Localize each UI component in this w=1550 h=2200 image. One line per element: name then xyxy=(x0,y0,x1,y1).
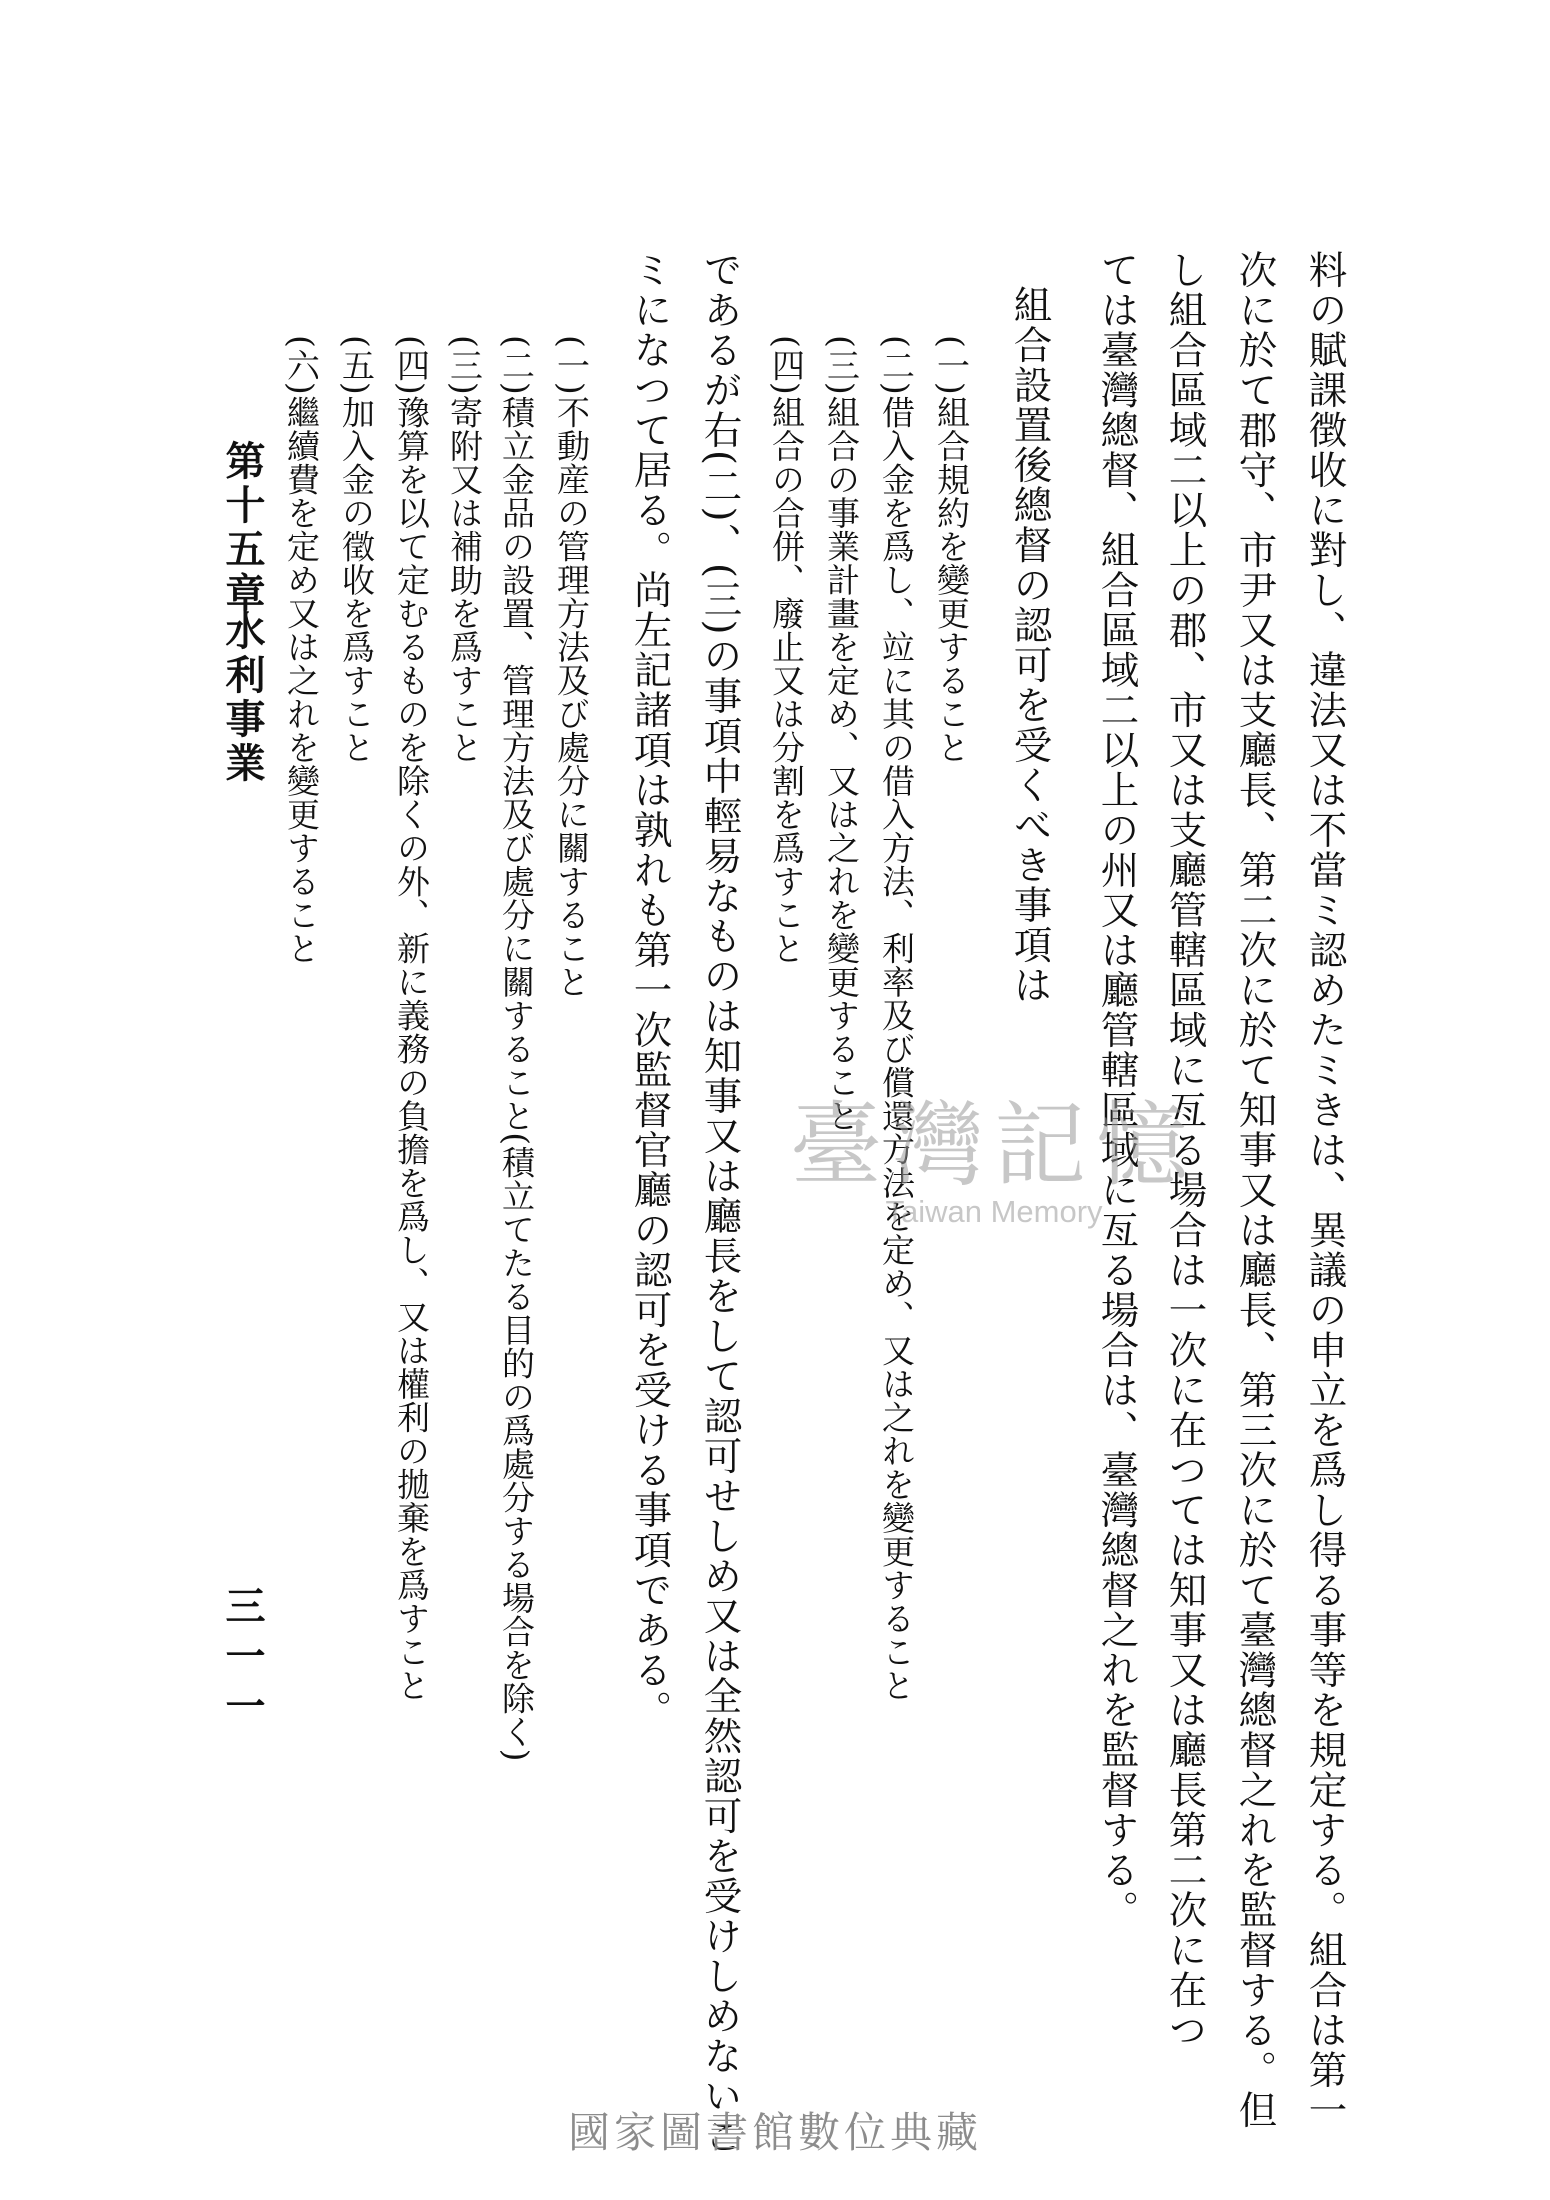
watermark-chinese: 臺灣記憶 xyxy=(790,1092,1199,1199)
body-text-column: し組合區域二以上の郡、市又は支廳管轄區域に亙る場合は一次に在つては知事又は廳長第二次に在つ xyxy=(1162,250,1208,2050)
page-number: 三一一 xyxy=(219,1585,266,1735)
archive-caption: 國家圖書館數位典藏 xyxy=(567,2109,982,2156)
list-item: (一)組合規約を變更すること xyxy=(932,335,971,764)
body-text-column: 次に於て郡守、市尹又は支廳長、第二次に於て知事又は廳長、第三次に於て臺灣總督之れを監督する。但 xyxy=(1232,250,1278,2130)
list-item: (四)組合の合併、廢止又は分割を爲すこと xyxy=(767,335,806,965)
watermark xyxy=(790,1092,1199,1230)
list-item: (三)寄附又は補助を爲すこと xyxy=(445,335,484,764)
body-text-column: 組合設置後總督の認可を受くべき事項は xyxy=(1007,285,1053,1005)
list-item: (四)豫算を以て定むるものを除くの外、新に義務の負擔を爲し、又は權利の拋棄を爲すこと xyxy=(392,335,431,1702)
list-item: (三)組合の事業計畫を定め、又は之れを變更すること xyxy=(822,335,861,1133)
body-text-column: ミになつて居る。尚左記諸項は孰れも第一次監督官廳の認可を受ける事項である。 xyxy=(627,250,673,1730)
body-text-column: 料の賦課徴收に對し、違法又は不當ミ認めたミきは、異議の申立を爲し得る事等を規定する。組合は第一 xyxy=(1302,250,1348,2130)
list-item: (一)不動産の管理方法及び處分に關すること xyxy=(552,335,591,999)
body-text-column: であるが右(二)、(三)の事項中輕易なものは知事又は廳長をして認可せしめ又は全然認可を受けしめないこ xyxy=(697,250,743,2157)
chapter-label: 第十五章 xyxy=(219,440,266,616)
list-item: (二)借入金を爲し、竝に其の借入方法、利率及び償還方法を定め、又は之れを變更すること xyxy=(877,335,916,1702)
section-title: 水利事業 xyxy=(219,610,266,786)
watermark-english: Taiwan Memory xyxy=(885,1194,1103,1229)
list-item: (五)加入金の徵收を爲すこと xyxy=(337,335,376,764)
list-item: (六)繼續費を定め又は之れを變更すること xyxy=(282,335,321,965)
list-item: (二)積立金品の設置、管理方法及び處分に關すること(積立てたる目的の爲處分する場合を除く) xyxy=(497,335,536,1762)
body-text-column: ては臺灣總督、組合區域二以上の州又は廳管轄區域に亙る場合は、臺灣總督之れを監督する。 xyxy=(1094,250,1140,1930)
